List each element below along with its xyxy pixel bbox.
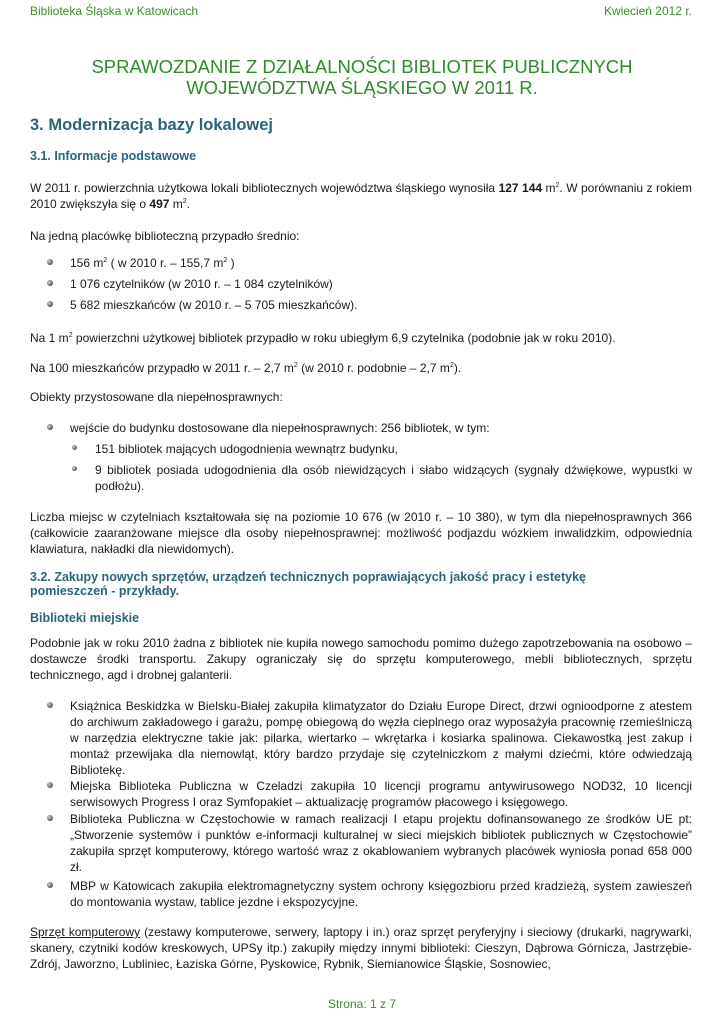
report-title xyxy=(30,56,694,98)
section-3-heading: 3. Modernizacja bazy lokalowej xyxy=(30,116,273,134)
area-value: 127 144 xyxy=(498,181,543,195)
sub-list-item-indoor: 151 bibliotek mających udogodnienia wewnątrz budynku, xyxy=(95,442,398,456)
list-item-area: 156 $m^2$ ( w 2010 r. – 155,7 $m^2$ ) xyxy=(70,256,235,270)
paragraph-purchases-intro: Podobnie jak w roku 2010 żadna z bibliotek nie kupiła nowego samochodu pomimo dużego zapotrzebowania na osobowo – dostawcze środki transportu. Zakupy ograniczały się do sprzętu komputerowego, mebli bibliotecznych, sprzętu technicznego, agd i drobnej galanterii. xyxy=(30,636,692,682)
report-title-line1: SPRAWOZDANIE Z DZIAŁALNOŚCI BIBLIOTEK PUBLICZNYCH xyxy=(91,56,633,77)
list-item-residents: 5 682 mieszkańców (w 2010 r. – 5 705 mieszkańców). xyxy=(70,298,358,312)
underlined-term: Sprzęt komputerowy xyxy=(30,925,141,939)
paragraph-accessibility-intro: Obiekty przystosowane dla niepełnosprawnych: xyxy=(30,390,283,404)
bullet-icon xyxy=(47,424,53,430)
header-date: Kwiecień 2012 r. xyxy=(603,4,692,18)
bullet-icon xyxy=(47,815,53,821)
header-library-name: Biblioteka Śląska w Katowicach xyxy=(30,4,199,18)
bullet-icon xyxy=(47,782,53,788)
sub-list-item-visually-impaired: 9 bibliotek posiada udogodnienia dla osób niewidzących i słabo widzących (sygnały dźwiękowe, wypustki w podłożu). xyxy=(95,463,692,493)
paragraph-reading-room-seats: Liczba miejsc w czytelniach kształtowała się na poziomie 10 676 (w 2010 r. – 10 380), w tym dla niepełnosprawnych 366 (całkowicie zaaranżowane miejsce dla osoby niepełnosprawnej: możliwość podjazdu wózkiem inwalidzkim, odpowiednia klawiatura, nakładki dla niewidomych). xyxy=(30,510,692,556)
area-increase: 497 xyxy=(149,197,170,211)
report-title-line2: WOJEWÓDZTWA ŚLĄSKIEGO W 2011 R. xyxy=(186,77,538,98)
list-item-czestochowa: Biblioteka Publiczna w Częstochowie w ramach realizacji I etapu projektu dofinansowanego ze środków UE pt: „Stworzenie systemów i punktów e-informacji kulturalnej w sieci miejskich bibliotek publicznych w Częstochowie” zakupiła sprzęt komputerowy, którego wartość wraz z okablowaniem wybranych placówek wyniosła ponad 658 000 zł. xyxy=(70,812,692,874)
paragraph-average-intro: Na jedną placówkę biblioteczną przypadło średnio: xyxy=(30,229,300,243)
bullet-icon xyxy=(47,702,53,708)
section-3-2-heading: 3.2. Zakupy nowych sprzętów, urządzeń technicznych poprawiających jakość pracy i estetykę pomieszczeń - przykłady. xyxy=(30,570,586,598)
paragraph-area-per-residents: Na 100 mieszkańców przypadło w 2011 r. – 2,7 $m^2$ (w 2010 r. podobnie – 2,7 $m^2$). xyxy=(30,361,462,375)
list-item-accessible-entrance: wejście do budynku dostosowane dla niepełnosprawnych: 256 bibliotek, w tym: xyxy=(70,421,490,435)
sub-bullet-icon xyxy=(72,445,77,450)
paragraph-readers-per-m2: Na 1 $m^2$ powierzchni użytkowej bibliotek przypadło w roku ubiegłym 6,9 czytelnika (podobnie jak w roku 2010). xyxy=(30,331,616,345)
bullet-icon xyxy=(47,301,53,307)
bullet-icon xyxy=(47,259,53,265)
bullet-icon xyxy=(47,882,53,888)
paragraph-area: W 2011 r. powierzchnia użytkowa lokali bibliotecznych województwa śląskiego wynosiła 127 144 $m^2$. W porównaniu z rokiem 2010 zwiększyła się o 497 $m^2$. xyxy=(30,181,692,211)
list-item-bielsko: Książnica Beskidzka w Bielsku-Białej zakupiła klimatyzator do Działu Europe Direct, drzwi ognioodporne z atestem do archiwum zakładowego i garażu, pompę obiegową do węzła cieplnego oraz wyposażyła pracownię rzemieślniczą w narzędzia elektryczne takie jak: pilarka, wiertarko – wkrętarka i kosiarka spalinowa. Ciekawostką jest zakup i montaż przewijaka dla niemowląt, który bardzo przydaje się czytelniczkom z małymi dziećmi, które odwiedzają Bibliotekę. xyxy=(70,699,692,777)
list-item-czeladz: Miejska Biblioteka Publiczna w Czeladzi zakupiła 10 licencji programu antywirusowego NOD32, 10 licencji serwisowych Progress I oraz Symfopakiet – aktualizację programów płacowego i księgowego. xyxy=(70,779,692,809)
subsection-city-libraries: Biblioteki miejskie xyxy=(30,611,140,625)
section-3-1-heading: 3.1. Informacje podstawowe xyxy=(30,149,197,163)
bullet-icon xyxy=(47,280,53,286)
sub-bullet-icon xyxy=(72,466,77,471)
list-item-readers: 1 076 czytelników (w 2010 r. – 1 084 czytelników) xyxy=(70,277,333,291)
list-item-katowice: MBP w Katowicach zakupiła elektromagnetyczny system ochrony księgozbioru przed kradzieżą, system zawieszeń do montowania wystaw, tablice jezdne i ekspozycyjne. xyxy=(70,879,692,909)
page-number: Strona: 1 z 7 xyxy=(327,997,397,1011)
paragraph-computer-equipment: Sprzęt komputerowy (zestawy komputerowe, serwery, laptopy i in.) oraz sprzęt peryferyjny i sieciowy (drukarki, nagrywarki, skanery, czytniki kodów kreskowych, UPSy itp.) zakupiły między innymi biblioteki: Cieszyn, Dąbrowa Górnicza, Jastrzębie-Zdrój, Jaworzno, Lubliniec, Łaziska Górne, Pyskowice, Rybnik, Siemianowice Śląskie, Sosnowiec, xyxy=(30,925,692,971)
